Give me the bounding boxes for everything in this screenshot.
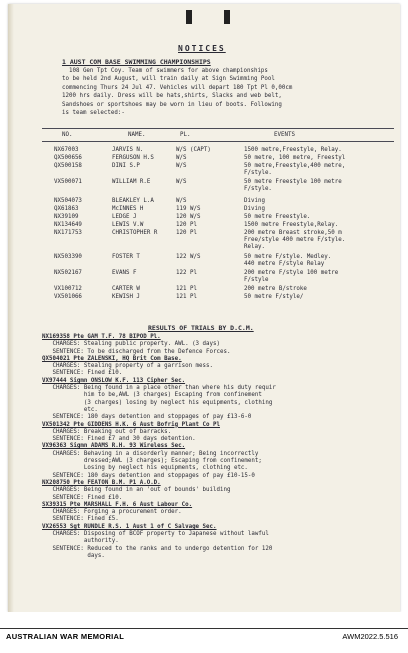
trial-detail-line: SENTENCE: 180 days detention and stoppages of pay £13-6-0 — [42, 414, 252, 421]
trial-detail-line: CHARGES: Behaving in a disorderly manner; Being incorrectly — [42, 450, 259, 457]
swimmer-name: EVANS F — [112, 270, 137, 276]
swimmer-name: BLEAKLEY L.A — [112, 198, 154, 204]
swimmer-events: 1500 metre Freestyle,Relay. — [244, 222, 339, 228]
swimmer-number: NX503390 — [54, 254, 82, 260]
trial-entry — [42, 502, 394, 524]
swimmer-name: CHRISTOPHER R — [112, 230, 158, 236]
swimmer-platoon: 120 Pl — [176, 222, 197, 228]
swimmer-name: WILLIAM R.E — [112, 179, 151, 185]
trial-entry — [42, 443, 394, 479]
trial-detail-line: CHARGES: Breaking out of barracks. — [42, 428, 172, 435]
trial-entry — [42, 378, 394, 422]
swimmer-number: NX67003 — [54, 147, 79, 153]
swimmer-number: QX500158 — [54, 163, 82, 169]
trial-detail-line: CHARGES: Being found in an 'out of bounds' building — [42, 487, 231, 494]
trial-detail-line: CHARGES: Forging a procurement order. — [42, 509, 182, 516]
swimmer-events: 50 metre, 100 metre, Freestyl — [244, 155, 346, 161]
table-rule-top — [42, 128, 394, 129]
swimmer-platoon: W/S (CAPT) — [176, 147, 211, 153]
swimmer-platoon: 121 Pl — [176, 286, 197, 292]
swimmer-events: Diving — [244, 198, 265, 204]
trial-detail-line: dressed;AWL (3 charges); Escaping from confinement; — [42, 458, 262, 465]
trial-defendant: VX26553 Sgt RUNDLE R.S. 1 Aust 1 of C Salvage Sec. — [42, 523, 217, 530]
notices-title: NOTICES — [178, 44, 226, 53]
swimmer-number: NX504073 — [54, 198, 82, 204]
trial-defendant: QX504021 Pte ZALENSKI, HQ Brit Com Base. — [42, 355, 182, 362]
swimmer-events: 50 metre F/style/ — [244, 294, 304, 300]
swimmer-name: KEWISH J — [112, 294, 140, 300]
swimmer-number: NX134649 — [54, 222, 82, 228]
swimmer-platoon: W/S — [176, 198, 187, 204]
swimmer-name: FOSTER T — [112, 254, 140, 260]
trial-detail-line: CHARGES: Disposing of BCOF property to Japanese without lawful — [42, 531, 269, 538]
trial-detail-line: days. — [42, 552, 105, 559]
col-header-pl: PL. — [180, 132, 191, 138]
swimmer-number: VX500071 — [54, 179, 82, 185]
swimmer-platoon: 120 Pl — [176, 230, 197, 236]
footer-divider — [0, 628, 408, 629]
trial-detail-line: authority. — [42, 538, 119, 545]
swimmer-events: 50 metre,Freestyle,400 metre, F/style. — [244, 163, 346, 177]
swimmer-events: 50 metre F/style. Medley. 440 metre F/style Relay — [244, 254, 332, 268]
institution-label: AUSTRALIAN WAR MEMORIAL — [6, 632, 125, 641]
trial-defendant: VX96363 Sigmn ADAMS R.H. 93 Wireless Sec. — [42, 443, 186, 450]
document-page — [8, 4, 400, 612]
trial-detail-line: CHARGES: Being found in a place other than where his duty requir — [42, 385, 276, 392]
swimmer-platoon: 122 Pl — [176, 270, 197, 276]
swimmer-number: VX501066 — [54, 294, 82, 300]
swimmer-name: CARTER W — [112, 286, 140, 292]
trial-detail-line: SENTENCE: Reduced to the ranks and to undergo detention for 120 — [42, 545, 273, 552]
swimmer-number: QX500656 — [54, 155, 82, 161]
trial-detail-line: Losing by neglect his equipments, clothing etc. — [42, 465, 248, 472]
trial-defendant: NX169358 Pte GAM T.F. 78 BIPOD Pl. — [42, 334, 161, 340]
swimmer-events: 50 metre Freestyle 100 metre F/style. — [244, 179, 342, 193]
archive-footer — [0, 612, 408, 653]
swimmer-platoon: 120 W/S — [176, 214, 201, 220]
trial-detail-line: SENTENCE: Fined £10. — [42, 494, 123, 501]
swimmer-number: NX502167 — [54, 270, 82, 276]
trial-entry — [42, 334, 394, 356]
trial-detail-line: SENTENCE: Fined £5. — [42, 516, 119, 523]
swimmer-number: VX100712 — [54, 286, 82, 292]
trial-entry — [42, 524, 394, 560]
binder-clip — [224, 10, 230, 24]
trial-entry — [42, 422, 394, 444]
table-rule-bottom — [42, 141, 394, 142]
swimmer-number: NX39109 — [54, 214, 79, 220]
swimmer-platoon: W/S — [176, 163, 187, 169]
swimmer-platoon: W/S — [176, 155, 187, 161]
trial-defendant: NX208750 Pte FEATON B.M. P1 A.O.D. — [42, 479, 161, 486]
swimmer-events: 50 metre Freestyle. — [244, 214, 311, 220]
swimmer-events: Diving — [244, 206, 265, 212]
swimmer-number: NX171753 — [54, 230, 82, 236]
swimmer-name: FERGUSON H.S — [112, 155, 154, 161]
swimmer-events: 200 metre Breast stroke,50 m Free/style 400 metre F/style. Relay. — [244, 230, 346, 251]
binder-clip — [186, 10, 192, 24]
swimmer-name: LEWIS V.W — [112, 222, 144, 228]
trial-detail-line: him to be,AWL (3 charges) Escaping from confinement — [42, 392, 262, 399]
trial-detail-line: SENTENCE: To be discharged from the Defence Forces. — [42, 348, 231, 355]
swimmer-platoon: W/S — [176, 179, 187, 185]
swimmer-name: DINI S.P — [112, 163, 140, 169]
trial-detail-line: CHARGES: Stealing property of a garrison mess. — [42, 363, 214, 370]
trial-defendant: VX97444 Sigmn ONSLOW K.F. 113 Cipher Sec. — [42, 377, 186, 384]
trial-defendant: VX501342 Pte GIDDENS H.K. 6 Aust Bofrig Plant Co Pl — [42, 421, 220, 428]
col-header-events: EVENTS — [274, 132, 295, 138]
swimmer-platoon: 122 W/S — [176, 254, 201, 260]
trials-list — [42, 334, 394, 560]
col-header-name: NAME. — [128, 132, 146, 138]
swimmer-number: QX61863 — [54, 206, 79, 212]
binder-edge — [8, 4, 14, 612]
trial-detail-line: SENTENCE: Fined £10. — [42, 370, 123, 377]
swimmer-name: LEDGE J — [112, 214, 137, 220]
championship-heading: 1 AUST COM BASE SWIMMING CHAMPIONSHIPS — [62, 58, 211, 66]
swimmer-events: 1500 metre,Freestyle, Relay. — [244, 147, 342, 153]
swimmer-platoon: 121 Pl — [176, 294, 197, 300]
swimmer-name: JARVIS N. — [112, 147, 144, 153]
trial-defendant: SX39315 Pte MARSHALL F.H. 6 Aust Labour Co. — [42, 501, 193, 508]
trial-detail-line: CHARGES: Stealing public property. AWL. (3 days) — [42, 341, 220, 348]
intro-paragraph: 108 Gen Tpt Coy. Team of swimmers for above championships to be held 2nd August, will train daily at Sign Swimming Pool commencing Thurs 24 Jul 47. Vehicles will depart 180 Tpt Pl 0,00cm 1200 hrs daily. Dress will be hats,shirts, Slacks and web belt, Sandshoes or sportshoes may be worn in lieu of boots. Following is team selected:- — [62, 68, 293, 117]
swimmer-events: 200 metre F/style 100 metre F/style — [244, 270, 339, 284]
trial-detail-line: SENTENCE: Fined £7 and 30 days detention. — [42, 436, 196, 443]
swimmer-events: 200 metre B/stroke — [244, 286, 307, 292]
results-title: RESULTS OF TRIALS BY D.C.M. — [148, 324, 254, 332]
trial-detail-line: SENTENCE: 180 days detention and stoppages of pay £10-15-0 — [42, 472, 255, 479]
trial-detail-line: (3 charges) losing by neglect his equipments, clothing — [42, 399, 273, 406]
trial-entry — [42, 480, 394, 502]
col-header-no: NO. — [62, 132, 73, 138]
trial-entry — [42, 356, 394, 378]
accession-number: AWM2022.5.516 — [342, 632, 398, 641]
swimmer-platoon: 119 W/S — [176, 206, 201, 212]
swimmer-name: McINNES H — [112, 206, 144, 212]
trial-detail-line: etc. — [42, 406, 98, 413]
